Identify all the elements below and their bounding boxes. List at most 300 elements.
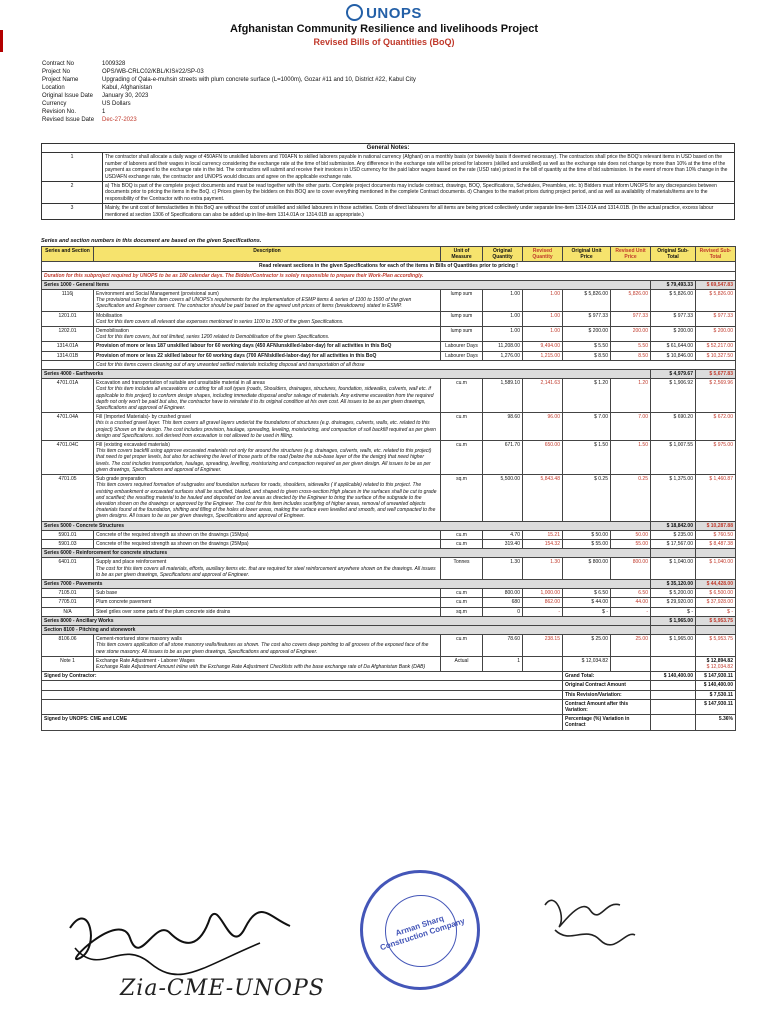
- meta-value: 1009328: [102, 61, 126, 67]
- revised-subtotal: [696, 598, 736, 607]
- revised-subtotal-value: $ 12,034.82: [706, 663, 733, 670]
- totals-row: [42, 672, 736, 681]
- table-row: [42, 558, 736, 580]
- original-quantity: 1: [483, 656, 523, 671]
- original-quantity: 1,276.00: [483, 351, 523, 360]
- original-unit-price: $ 977.33: [563, 311, 611, 326]
- item-code: 1314.01B: [42, 351, 94, 360]
- column-header: Original Quantity: [483, 247, 523, 262]
- item-code: 4701.04C: [42, 441, 94, 475]
- revised-subtotal: [696, 441, 736, 475]
- revised-quantity: 15.21: [523, 530, 563, 539]
- item-note: This item covers application of all stone masonry walls/features as shown. The cost also covers deep pointing to all grooves of the exposed face of the new stone masonry. All issues to be as per given drawings, Specifications and approval of Engineer.: [96, 642, 429, 655]
- item-title: Sub base: [96, 590, 118, 597]
- original-subtotal: $ 5,826.00: [651, 290, 696, 312]
- revised-quantity: 154.32: [523, 539, 563, 548]
- unops-logo: [0, 4, 768, 22]
- item-code: 1201.01: [42, 311, 94, 326]
- revised-subtotal-value: $ 1,040.00: [709, 559, 733, 566]
- table-row: [42, 607, 736, 616]
- section-row: [42, 616, 736, 625]
- column-header: Unit of Measure: [441, 247, 483, 262]
- totals-row: [42, 681, 736, 690]
- original-subtotal: $ 79,493.33: [651, 280, 696, 289]
- revised-subtotal: $ 10,287.88: [696, 521, 736, 530]
- revised-subtotal-value: $ 8,487.38: [709, 540, 733, 547]
- revised-quantity: -: [523, 607, 563, 616]
- revised-unit-price: 6.50: [611, 589, 651, 598]
- item-code: 5901.01: [42, 530, 94, 539]
- column-header: Revised Sub-Total: [696, 247, 736, 262]
- item-code: 5901.03: [42, 539, 94, 548]
- original-subtotal: $ 4,979.67: [651, 370, 696, 379]
- table-row: [42, 635, 736, 657]
- section-row: [42, 521, 736, 530]
- un-globe-icon: [346, 4, 363, 21]
- original-unit-price: $ 44.00: [563, 598, 611, 607]
- revised-unit-price: 7.00: [611, 413, 651, 441]
- unit-of-measure: cu.m: [441, 598, 483, 607]
- section-row: [42, 370, 736, 379]
- item-description: [94, 327, 441, 342]
- meta-row: [42, 92, 482, 100]
- empty-cell: [42, 699, 563, 714]
- revised-subtotal-value: $ 2,569.96: [709, 380, 733, 387]
- original-subtotal: $ 977.33: [651, 311, 696, 326]
- revised-quantity: [523, 656, 563, 671]
- original-unit-price: $ 5.50: [563, 342, 611, 351]
- table-row: [42, 379, 736, 413]
- item-title: Cement-mortared stone masonry walls: [96, 636, 182, 643]
- totals-label: Contract Amount after this Variation:: [563, 699, 651, 714]
- boq-table: [41, 246, 736, 731]
- revised-subtotal-value: $ 200.00: [713, 328, 733, 335]
- revised-subtotal-value: $ 10,327.50: [706, 352, 733, 359]
- signed-by-contractor: Signed by Contractor:: [42, 672, 563, 681]
- item-title: Exchange Rate Adjustment - Laborer Wages: [96, 657, 195, 664]
- revised-unit-price: 977.33: [611, 311, 651, 326]
- general-notes-table: [41, 143, 735, 220]
- item-code: 1314.01A: [42, 342, 94, 351]
- item-title: Concrete of the required strength as shown on the drawings (25Mpa): [96, 540, 249, 547]
- project-title: Afghanistan Community Resilience and livelihoods Project: [229, 23, 539, 35]
- original-subtotal: $ 1,965.00: [651, 635, 696, 657]
- unit-of-measure: cu.m: [441, 379, 483, 413]
- revised-subtotal: [696, 549, 736, 558]
- revised-unit-price: 8.50: [611, 351, 651, 360]
- item-title: Demobilisation: [96, 328, 129, 335]
- item-title: Fill (existing excavated materials): [96, 442, 170, 449]
- document-title: Revised Bills of Quantities (BoQ): [313, 37, 455, 47]
- totals-row: [42, 715, 736, 730]
- totals-row: [42, 699, 736, 714]
- item-note: Cost for this item covers all relevant due expenses mentioned in series 1100 to 1500 of the given Specifications.: [96, 318, 344, 325]
- totals-label: Percentage (%) Variation in Contract: [563, 715, 651, 730]
- original-unit-price: $ 800.00: [563, 558, 611, 580]
- revised-subtotal-value: $ 975.00: [713, 442, 733, 449]
- original-subtotal: $ 61,644.00: [651, 342, 696, 351]
- revised-subtotal: [696, 290, 736, 312]
- original-quantity: 0: [483, 607, 523, 616]
- original-subtotal: $ 1,965.00: [651, 616, 696, 625]
- revised-unit-price: 5,826.00: [611, 290, 651, 312]
- revised-subtotal: [696, 625, 736, 634]
- totals-label: This Revision/Variation:: [563, 690, 651, 699]
- revised-subtotal: [696, 607, 736, 616]
- table-row: [42, 475, 736, 521]
- table-row: [42, 539, 736, 548]
- revised-quantity: 1.00: [523, 311, 563, 326]
- meta-row: [42, 68, 482, 76]
- row-note: Cost for this items covers cleaning out of any unwanted settled materials including disposal and transportation of all those: [94, 360, 736, 369]
- revised-subtotal: [696, 530, 736, 539]
- revised-quantity: 862.00: [523, 598, 563, 607]
- item-code: 7105.01: [42, 589, 94, 598]
- meta-key: Project No: [42, 69, 71, 75]
- meta-key: Revised Issue Date: [42, 117, 95, 123]
- section-title: Section 8100 - Pitching and stonework: [42, 625, 651, 634]
- item-title: Mobilisation: [96, 312, 123, 319]
- totals-revised: $ 7,530.11: [696, 690, 736, 699]
- revised-quantity: 1,215.00: [523, 351, 563, 360]
- revised-unit-price: 1.20: [611, 379, 651, 413]
- unit-of-measure: Labourer Days: [441, 342, 483, 351]
- meta-value: 1: [102, 109, 106, 115]
- meta-key: Currency: [42, 101, 67, 107]
- original-unit-price: $ 50.00: [563, 530, 611, 539]
- revised-quantity: 650.00: [523, 441, 563, 475]
- item-description: [94, 656, 441, 671]
- column-header: Revised Quantity: [523, 247, 563, 262]
- item-code: 1116j: [42, 290, 94, 312]
- item-description: [94, 539, 441, 548]
- table-row: [42, 311, 736, 326]
- meta-row: [42, 84, 482, 92]
- item-code: 4701.04A: [42, 413, 94, 441]
- revised-unit-price: -: [611, 607, 651, 616]
- unit-of-measure: Tonnes: [441, 558, 483, 580]
- section-title: Series 6000 - Reinforcement for concrete structures: [42, 549, 651, 558]
- totals-original: $ 140,400.00: [651, 672, 696, 681]
- original-quantity: 78.60: [483, 635, 523, 657]
- revised-subtotal: $ 69,547.83: [696, 280, 736, 289]
- item-code: 7705.01: [42, 598, 94, 607]
- item-code: 8106.06: [42, 635, 94, 657]
- meta-value: OPS/WB-CRLC02/KBL/KIS#22/SP-03: [102, 69, 204, 75]
- revised-subtotal-value: $ 5,826.00: [709, 291, 733, 298]
- original-subtotal: [651, 625, 696, 634]
- item-description: [94, 311, 441, 326]
- unit-of-measure: cu.m: [441, 635, 483, 657]
- original-unit-price: $ 6.50: [563, 589, 611, 598]
- item-description: [94, 530, 441, 539]
- item-note: This item covers backfill using approve excavated materials not only for around the structures (e.g. drainages, culverts, walls, etc. related to this project) that need to get proper levels, but also for achieving the level of those parts of the road (below the sub-base layer of the the design) that need higher levels. The cost includes transportation, haulage, spreading, levelling, moisturizing and compaction required as per given design. All issues to be as per given drawings, Specifications and approval of Engineer.: [96, 448, 432, 473]
- column-header: Series and Section: [42, 247, 94, 262]
- item-description: [94, 598, 441, 607]
- revised-unit-price: 800.00: [611, 558, 651, 580]
- meta-value: US Dollars: [102, 101, 131, 107]
- meta-row: [42, 60, 482, 68]
- revised-quantity: 238.15: [523, 635, 563, 657]
- revised-unit-price: 0.25: [611, 475, 651, 521]
- table-row: [42, 441, 736, 475]
- original-subtotal: $ 17,567.00: [651, 539, 696, 548]
- original-quantity: 1,589.10: [483, 379, 523, 413]
- column-header: Original Sub-Total: [651, 247, 696, 262]
- revised-subtotal: [696, 539, 736, 548]
- original-subtotal: $ 1,007.55: [651, 441, 696, 475]
- totals-row: [42, 690, 736, 699]
- unit-of-measure: cu.m: [441, 441, 483, 475]
- unit-of-measure: lump sum: [441, 290, 483, 312]
- meta-value: Upgrading of Qala-e-muhsin streets with plum concrete surface (L=1000m), Gozar #11 and 10, District #22, Kabul City: [102, 77, 416, 83]
- original-subtotal: $ 1,375.00: [651, 475, 696, 521]
- revised-subtotal: [696, 311, 736, 326]
- section-numbering-note: Series and section numbers in this document are based on the given Specifications.: [41, 238, 262, 244]
- item-description: [94, 558, 441, 580]
- item-code: N/A: [42, 607, 94, 616]
- note-row: [42, 360, 736, 369]
- meta-key: Contract No: [42, 61, 75, 67]
- revised-subtotal-value: $ 37,928.00: [706, 599, 733, 606]
- item-code: 4701.05: [42, 475, 94, 521]
- revised-unit-price: 25.00: [611, 635, 651, 657]
- note-number: 2: [42, 182, 103, 204]
- original-subtotal: $ 35,120.00: [651, 579, 696, 588]
- original-subtotal: $ 690.20: [651, 413, 696, 441]
- item-title: Provision of more or less 22 skilled labour for 60 working days (700 AFN/skilled-labor-day) for all activities in this BoQ: [96, 352, 377, 359]
- item-title: Environment and Social Management (provisional sum): [96, 291, 219, 298]
- table-row: [42, 589, 736, 598]
- totals-original: [651, 699, 696, 714]
- empty-cell: [42, 360, 94, 369]
- item-description: [94, 342, 441, 351]
- table-row: [42, 351, 736, 360]
- original-subtotal: $ -: [651, 607, 696, 616]
- column-header: Description: [94, 247, 441, 262]
- revised-subtotal-value: $ 977.33: [713, 312, 733, 319]
- table-row: [42, 530, 736, 539]
- original-unit-price: $ 12,034.82: [563, 656, 611, 671]
- contract-meta: [42, 60, 482, 124]
- revised-subtotal: [696, 413, 736, 441]
- original-subtotal: $ 200.00: [651, 327, 696, 342]
- section-title: Series 7000 - Pavements: [42, 579, 651, 588]
- original-subtotal: [651, 656, 696, 671]
- handwritten-note: Zia-CME-UNOPS: [120, 976, 325, 1001]
- meta-row: [42, 116, 482, 124]
- revised-subtotal: [696, 656, 736, 671]
- column-header: Original Unit Price: [563, 247, 611, 262]
- note-text: The contractor shall allocate a daily wage of 450AFN to unskilled laborers and 700AFN to skilled laborers payable in national currency (Afghani) on a monthly basis (or biweekly basis if deemed necessary). The contractors shall price the BOQ's relevant items in USD based on the number of laborers and their wages in local currency considering the exchange rate at the time of bid submission. Any difference in the exchange rate will be priced for laborers (skilled and unskilled) as well as the exchange rate does not change by more than 10% at the time of the payment as compared to the exchange rate in the bid. The contractors will submit and receive their invoices in USD currency for the paid labor wages based on the rate (USD rate) priced in the bill of quantity at the time of bid submission. In the event of more than 10% change in the USD/AFN exchange rate, the contractor and UNOPS would discuss and agree on the applicable exchange rate.: [103, 153, 735, 182]
- table-row: [42, 342, 736, 351]
- revised-quantity: 96.00: [523, 413, 563, 441]
- meta-row: [42, 76, 482, 84]
- section-title: Series 1000 - General Items: [42, 280, 651, 289]
- item-code: Note 1: [42, 656, 94, 671]
- item-description: [94, 379, 441, 413]
- meta-key: Revision No.: [42, 109, 77, 115]
- section-row: [42, 280, 736, 289]
- table-row: [42, 327, 736, 342]
- revised-quantity: 1.00: [523, 290, 563, 312]
- duration-note: Duration for this subproject required by UNOPS to be as 180 calendar days. The Bidder/Contractor is solely responsible to prepare their Work-Plan accordingly.: [42, 271, 736, 280]
- item-description: [94, 290, 441, 312]
- meta-value: Dec-27-2023: [102, 117, 137, 123]
- section-row: [42, 579, 736, 588]
- revised-subtotal: [696, 379, 736, 413]
- item-note: Exchange Rate Adjustment Amount inline with the Exchange Rate Adjustment Checklists with the base exchange rate of Da Afghanistan Bank (DAB): [96, 663, 426, 670]
- revised-subtotal: [696, 327, 736, 342]
- original-quantity: 800.00: [483, 589, 523, 598]
- original-unit-price: $ -: [563, 607, 611, 616]
- instruction-text: Read relevant sections in the given Specifications for each of the items in Bills of Quantities prior to pricing !: [42, 262, 736, 271]
- item-description: [94, 351, 441, 360]
- item-description: [94, 475, 441, 521]
- revised-unit-price: 55.00: [611, 539, 651, 548]
- signed-by-unops: Signed by UNOPS: CME and LCME: [42, 715, 563, 730]
- item-code: 4701.01A: [42, 379, 94, 413]
- unit-of-measure: lump sum: [441, 327, 483, 342]
- original-subtotal: $ 29,920.00: [651, 598, 696, 607]
- item-title: Excavation and transportation of suitable and unsuitable material in all areas: [96, 380, 265, 387]
- revised-subtotal-value: $ 760.50: [713, 531, 733, 538]
- item-title: Supply and place reinforcement: [96, 559, 167, 566]
- item-note: This item covers required formation of subgrades and foundation surfaces for roads, shoulders, sidewalks ( if applicable) related to this project. The existing embankment or excavated surfaces shall be scarified, bladed, and shaped to given cross-section.High places in the surfaces shall be cut to grade and scarified; the resulting material to be hauled and deposited on low areas as directed by the Engineer to bring the surface of the subgrade to the elevation shown on the drawings or approved by the Engineer. The cost for this item includes scarifying of higher areas, removal of unwanted objects /materials found at the foundation, shifting and filling of the holes at lower areas, making the surface even levelled and smooth, and well compacted to the given designs. All issues to be as per given drawings, Specifications and approval of Engineer.: [96, 482, 437, 520]
- item-note: Cost for this item covers, but not limited, series 1200 related to Demobilisation of the given Specifications.: [96, 334, 330, 341]
- original-unit-price: $ 0.25: [563, 475, 611, 521]
- section-title: Series 5000 - Concrete Structures: [42, 521, 651, 530]
- revised-subtotal-value: $ 672.00: [713, 414, 733, 421]
- note-number: 1: [42, 153, 103, 182]
- unit-of-measure: cu.m: [441, 589, 483, 598]
- revised-quantity: 1,000.00: [523, 589, 563, 598]
- original-subtotal: $ 1,040.00: [651, 558, 696, 580]
- table-row: [42, 290, 736, 312]
- revised-subtotal: $ 5,677.83: [696, 370, 736, 379]
- item-title: Plum concrete pavement: [96, 599, 152, 606]
- original-quantity: 4.70: [483, 530, 523, 539]
- original-unit-price: $ 200.00: [563, 327, 611, 342]
- instruction-row: [42, 262, 736, 271]
- original-quantity: 5,500.00: [483, 475, 523, 521]
- original-subtotal: $ 18,842.00: [651, 521, 696, 530]
- original-unit-price: $ 8.50: [563, 351, 611, 360]
- item-title: Provision of more or less 187 unskilled labour for 60 working days (450 AFN/unskilled-labor-day) for all activities in this BoQ: [96, 343, 392, 350]
- company-stamp: [360, 870, 480, 990]
- revised-subtotal-value: $ 1,460.87: [709, 476, 733, 483]
- original-quantity: 98.60: [483, 413, 523, 441]
- revised-subtotal-value: $ 5,953.75: [709, 636, 733, 643]
- revised-unit-price: [611, 656, 651, 671]
- logo-text: UNOPS: [366, 5, 422, 22]
- totals-original: [651, 715, 696, 730]
- original-quantity: 680: [483, 598, 523, 607]
- original-subtotal: $ 5,200.00: [651, 589, 696, 598]
- meta-key: Location: [42, 85, 65, 91]
- totals-original: [651, 681, 696, 690]
- revised-unit-price: 200.00: [611, 327, 651, 342]
- revised-subtotal-value: $ -: [727, 608, 733, 615]
- original-unit-price: $ 7.00: [563, 413, 611, 441]
- revised-subtotal: [696, 475, 736, 521]
- revised-unit-price: 44.00: [611, 598, 651, 607]
- revised-unit-price: 5.50: [611, 342, 651, 351]
- item-code: 1202.01: [42, 327, 94, 342]
- item-note: Cost for this item includes all excavations or cutting for all soil types (roads, Shoulders, drainages, structures, foundation, sidewalks, culverts, wall etc. if applicable to this project) to conform design shapes, including immediate disposal and/or salvage of materials. Any extreme excavation from the required depth not only won't be paid but also, the contractor have to reinstate it to its original condition at his own cost. All issues to be as per given drawings, Specifications and approval of Engineer.: [96, 386, 434, 412]
- table-row: [42, 413, 736, 441]
- unit-of-measure: lump sum: [441, 311, 483, 326]
- totals-label: Grand Total:: [563, 672, 651, 681]
- original-quantity: 1.00: [483, 327, 523, 342]
- revised-subtotal: [696, 635, 736, 657]
- original-unit-price: $ 25.00: [563, 635, 611, 657]
- revised-unit-price: 50.00: [611, 530, 651, 539]
- item-note: The cost for this item covers all materials, efforts, auxiliary items etc. that are required for steel reinforcement anywhere shown on the drawings. All issues to be as per given drawings, Specifications and approval of Engineer.: [96, 565, 436, 578]
- item-code: 6401.01: [42, 558, 94, 580]
- section-row: [42, 625, 736, 634]
- unit-of-measure: cu.m: [441, 530, 483, 539]
- revised-subtotal: $ 5,953.75: [696, 616, 736, 625]
- revised-subtotal: [696, 342, 736, 351]
- exchange-adjustment-total: $ 12,894.82: [706, 657, 733, 664]
- original-unit-price: $ 1.50: [563, 441, 611, 475]
- totals-revised: 5.36%: [696, 715, 736, 730]
- original-quantity: 671.70: [483, 441, 523, 475]
- column-header: Revised Unit Price: [611, 247, 651, 262]
- item-title: Sub grade preparation: [96, 476, 146, 483]
- revised-quantity: 2,141.63: [523, 379, 563, 413]
- original-quantity: 319.40: [483, 539, 523, 548]
- original-subtotal: $ 10,846.00: [651, 351, 696, 360]
- revised-subtotal: [696, 558, 736, 580]
- original-quantity: 1.30: [483, 558, 523, 580]
- section-row: [42, 549, 736, 558]
- unit-of-measure: Labourer Days: [441, 351, 483, 360]
- empty-cell: [42, 690, 563, 699]
- totals-revised: $ 147,930.11: [696, 672, 736, 681]
- section-title: Series 8000 - Ancillary Works: [42, 616, 651, 625]
- duration-row: [42, 271, 736, 280]
- unit-of-measure: cu.m: [441, 539, 483, 548]
- revised-subtotal-value: $ 6,500.00: [709, 590, 733, 597]
- original-quantity: 1.00: [483, 311, 523, 326]
- stamp-text: Arman Sharq Construction Company: [378, 913, 466, 953]
- meta-value: January 30, 2023: [102, 93, 149, 99]
- totals-revised: $ 140,400.00: [696, 681, 736, 690]
- original-quantity: 1.00: [483, 290, 523, 312]
- unit-of-measure: cu.m: [441, 413, 483, 441]
- unit-of-measure: sq.m: [441, 607, 483, 616]
- item-title: Fill (Imported Materials)- by crushed gravel: [96, 414, 192, 421]
- revised-subtotal: [696, 351, 736, 360]
- note-text: Mainly, the unit cost of items/activities in this BoQ are without the cost of unskilled and skilled labourers in those activities. Costs of direct labourers for all items are being priced collectively under separate line-item 1314.01A and 1314.01B. (In the actual practice, excess labour mentioned at section 1306 of Specifications can also be added up in line-item 1314.01A or 1314.01B as appropriate.): [103, 204, 735, 220]
- item-note: The provisional sum for this item covers all UNOPS's requirements for the implementation of ESMP items & series of 1100 to 1500 of the given Specification and Engineer consent. The contractor should be paid based on the agreed unit prices of items (breakdowns) stated in ESMP.: [96, 297, 412, 310]
- meta-row: [42, 108, 482, 116]
- note-text: a) This BOQ is part of the complete project documents and must be read together with the other parts. Complete project documents may include contract, drawings, BOQ, Specifications, Schedules, Preambles, etc. b) Bidders must inform UNOPS for any discrepancies between documents prior to pricing the items in the BoQ. c) Prices given by the bidders on this BOQ are to cover everything mentioned in the complete Contract documents. d) Changes to the market prices during project period, and as well as availability of materials/items are to the responsibility of the Contractor with no extra payment.: [103, 182, 735, 204]
- item-title: Steel griles over some parts of the plum concrete side drains: [96, 608, 231, 615]
- item-description: [94, 607, 441, 616]
- unit-of-measure: sq.m: [441, 475, 483, 521]
- note-number: 3: [42, 204, 103, 220]
- revised-subtotal: $ 44,428.00: [696, 579, 736, 588]
- revised-unit-price: 1.50: [611, 441, 651, 475]
- unops-signature: [535, 885, 645, 955]
- item-description: [94, 635, 441, 657]
- totals-revised: $ 147,930.11: [696, 699, 736, 714]
- meta-row: [42, 100, 482, 108]
- table-row: [42, 656, 736, 671]
